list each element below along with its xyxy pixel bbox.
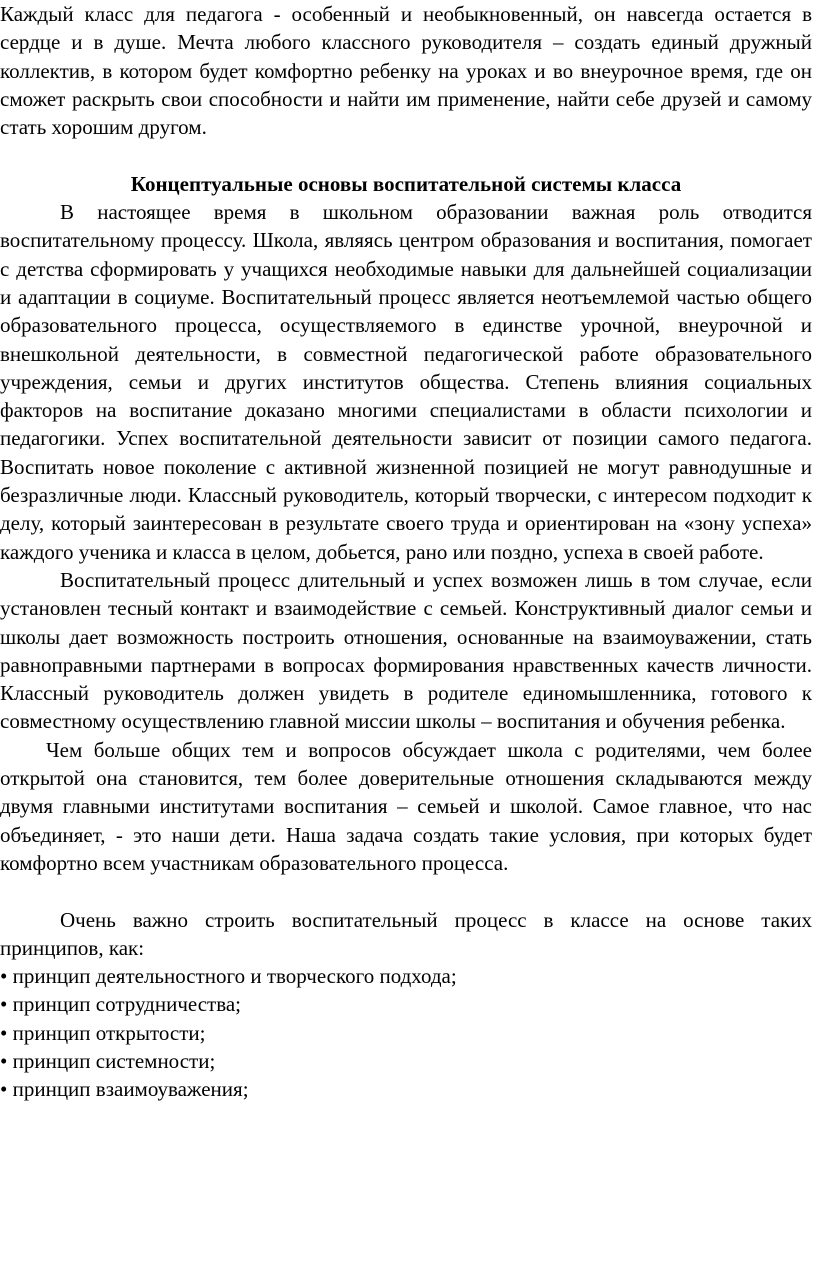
intro-paragraph: Каждый класс для педагога - особенный и необыкновенный, он навсегда остается в сердце и в душе. Мечта любого классного руководителя – создать единый дружный коллектив, в котором будет комфортно ребенку на уроках и во внеурочное время, где он сможет раскрыть свои способности и найти им применение, найти себе друзей и самому стать хорошим другом. xyxy=(0,2,812,140)
list-item: • принцип системности; xyxy=(0,1048,216,1073)
paragraph-education: В настоящее время в школьном образовании важная роль отводится воспитательному процессу. Школа, являясь центром образования и воспитания, помогает с детства сформировать у учащихся необходимые навыки для дальнейшей социализации и адаптации в социуме. Воспитательный процесс является неотъемлемой частью общего образовательного процесса, осуществляемого в единстве урочной, внеурочной и внешкольной деятельности, в совместной педагогической работе образовательного учреждения, семьи и других институтов общества. Степень влияния социальных факторов на воспитание доказано многими специалистами в области психологии и педагогики. Успех воспитательной деятельности зависит от позиции самого педагога. Воспитать новое поколение с активной жизненной позицией не могут равнодушные и безразличные люди. Классный руководитель, который творчески, с интересом подходит к делу, который заинтересован в результате своего труда и ориентирован на «зону успеха» каждого ученика и класса в целом, добьется, рано или поздно, успеха в своей работе. xyxy=(0,200,812,564)
section-heading: Концептуальные основы воспитательной системы класса xyxy=(130,171,682,196)
paragraph-principles-intro: Очень важно строить воспитательный процесс в классе на основе таких принципов, как: xyxy=(0,907,812,960)
blank-line xyxy=(0,877,812,905)
paragraph-open-school: Чем больше общих тем и вопросов обсуждает школа с родителями, чем более открытой она становится, тем более доверительные отношения складываются между двумя главными институтами воспитания – семьей и школой. Самое главное, что нас объединяет, - это наши дети. Наша задача создать такие условия, при которых будет комфортно всем участникам образовательного процесса. xyxy=(0,737,812,875)
list-item: • принцип сотрудничества; xyxy=(0,992,242,1017)
principles-list xyxy=(0,962,812,1103)
list-item: • принцип деятельностного и творческого подхода; xyxy=(0,964,457,989)
blank-line xyxy=(0,141,812,169)
paragraph-family-contact: Воспитательный процесс длительный и успех возможен лишь в том случае, если установлен тесный контакт и взаимодействие с семьей. Конструктивный диалог семьи и школы дает возможность построить отношения, основанные на взаимоуважении, стать равноправными партнерами в вопросах формирования нравственных качеств личности. Классный руководитель должен увидеть в родителе единомышленника, готового к совместному осуществлению главной миссии школы – воспитания и обучения ребенка. xyxy=(0,567,812,734)
list-item: • принцип открытости; xyxy=(0,1020,206,1045)
list-item: • принцип взаимоуважения; xyxy=(0,1077,249,1102)
